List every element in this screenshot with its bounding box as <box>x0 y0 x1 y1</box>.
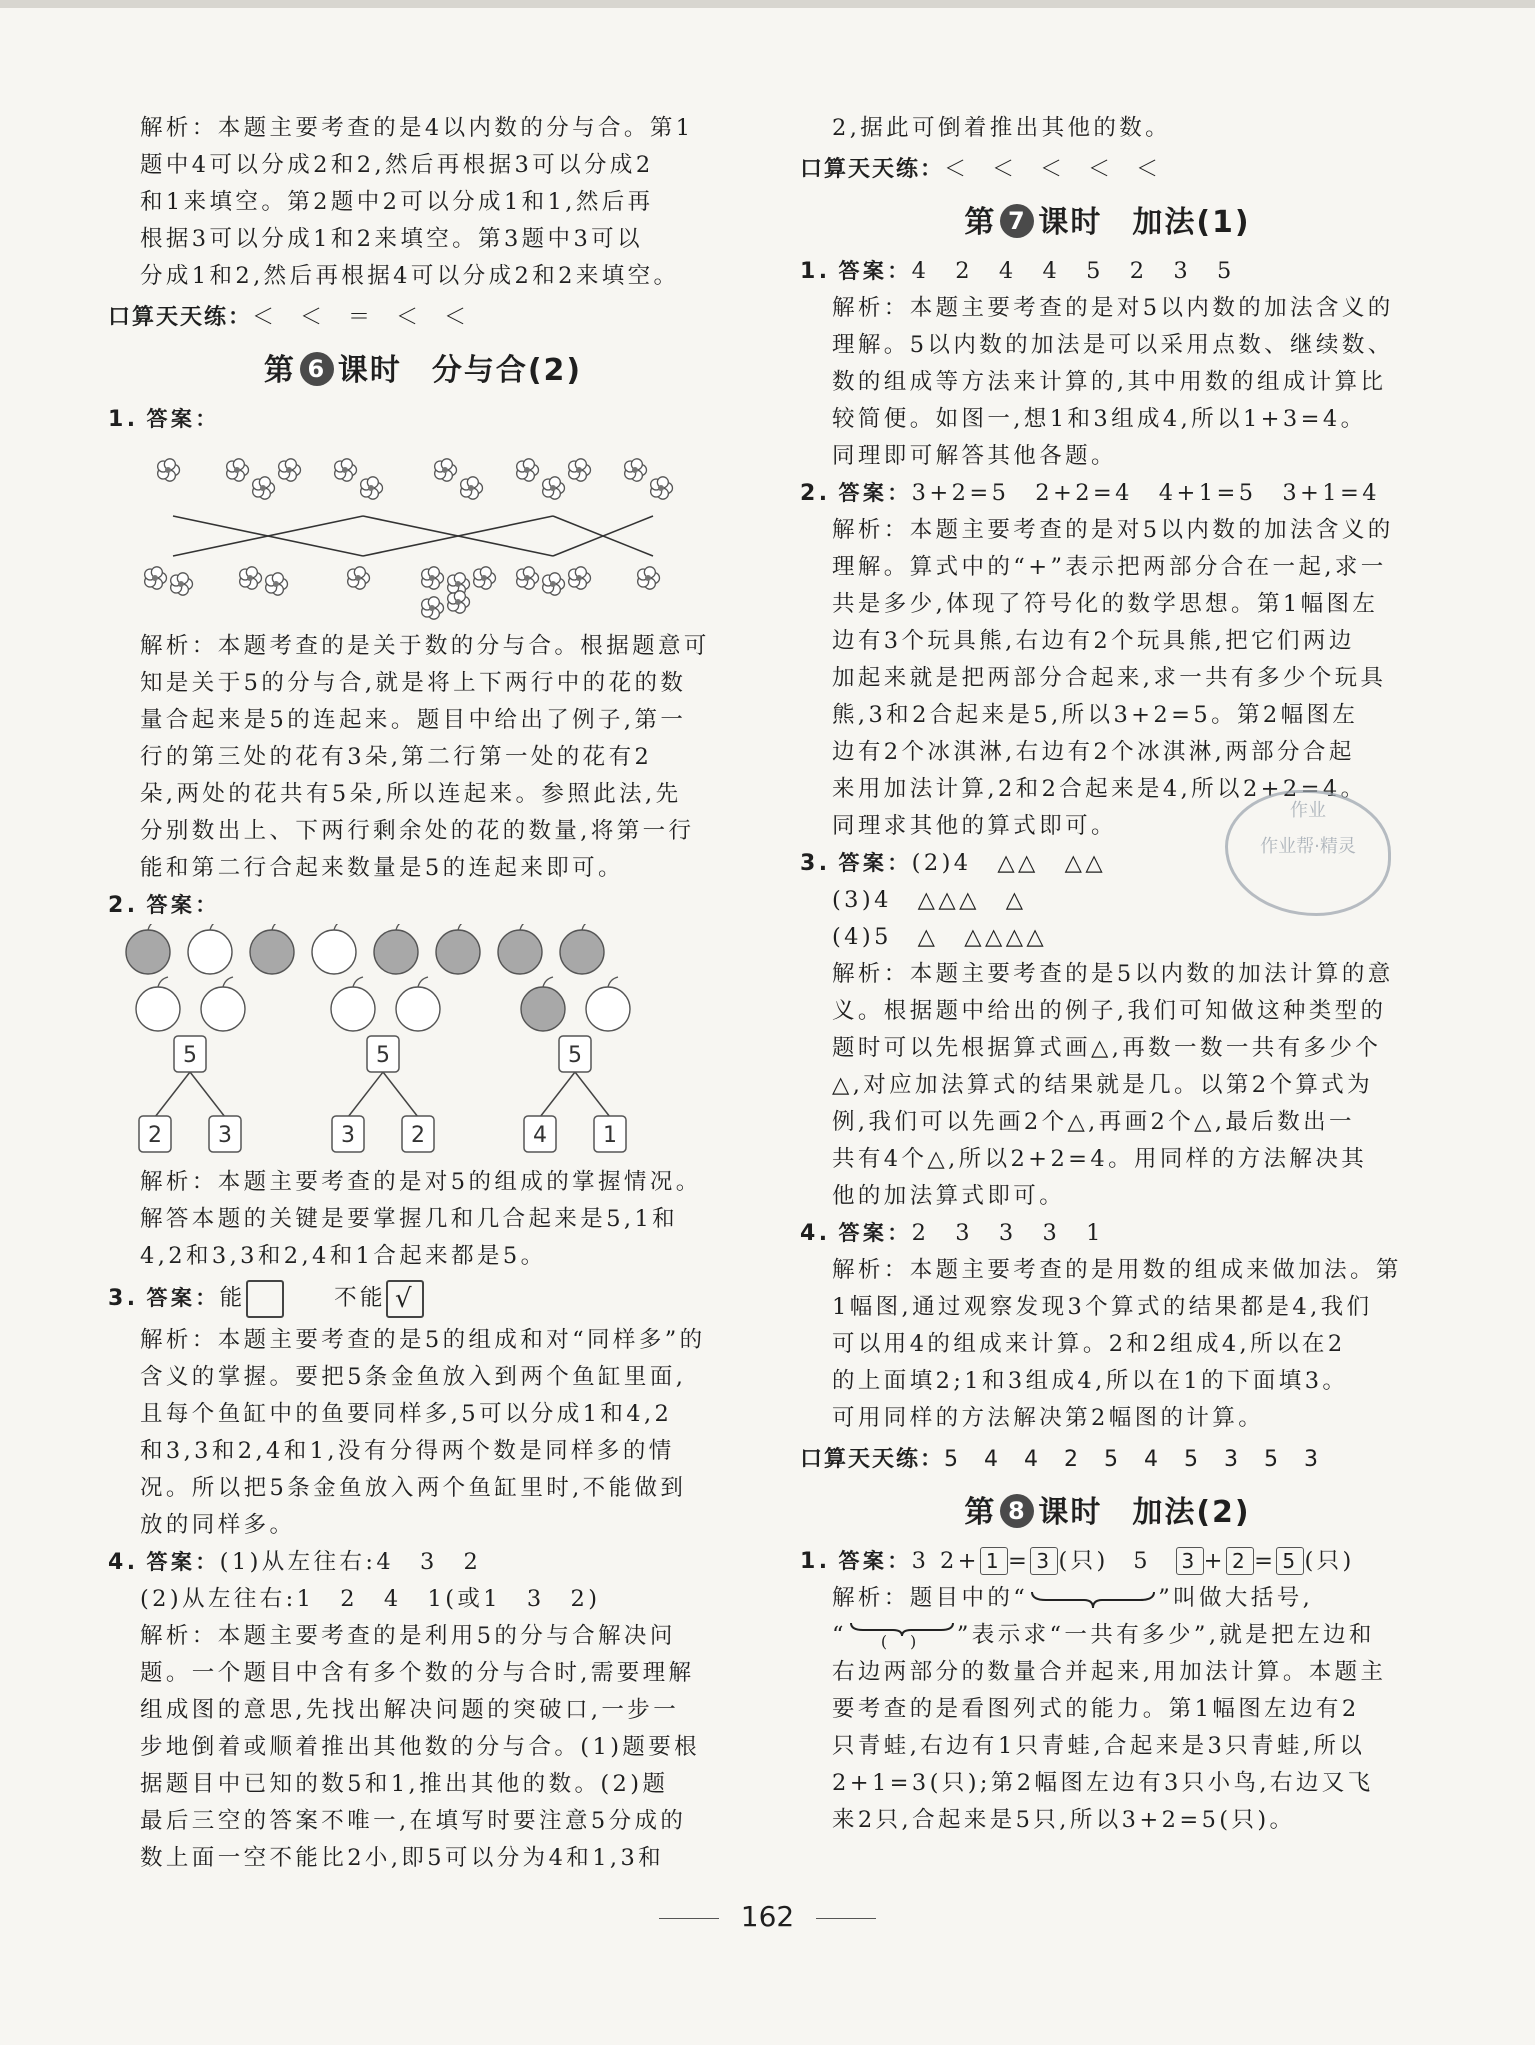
apple-icon <box>126 924 170 974</box>
text-line: 朵,两处的花共有5朵,所以连起来。参照此法,先 <box>140 781 682 807</box>
text-line: 同理求其他的算式即可。 <box>832 813 1117 839</box>
lesson-suffix: 课时 <box>1038 1495 1103 1530</box>
question-number: 2. <box>108 893 139 918</box>
text-line: 理解。5以内数的加法是可以采用点数、继续数、 <box>832 332 1394 358</box>
text-line: 解析：本题主要考查的是对5以内数的加法含义的 <box>832 295 1394 321</box>
text-line: 解析：本题考查的是关于数的分与合。根据题意可 <box>140 633 710 659</box>
answer-text: (2)4 △△ △△ <box>911 850 1107 876</box>
q4-answer-line <box>108 1544 738 1581</box>
text-line: 数上面一空不能比2小,即5可以分为4和1,3和 <box>140 1845 665 1871</box>
kousuan-label: 口算天天练： <box>800 1447 945 1472</box>
flower-icon <box>569 459 591 481</box>
r-q3-analysis <box>800 956 1415 1215</box>
flower-icon <box>651 477 673 499</box>
apple-icon <box>436 924 480 974</box>
flower-icon <box>569 567 591 589</box>
apple-icon <box>331 977 375 1031</box>
number-box-value: 2 <box>148 1123 162 1148</box>
kousuan-label: 口算天天练： <box>108 305 253 330</box>
flower-icon <box>279 459 301 481</box>
question-number: 1. <box>800 259 831 284</box>
text-line: 4,2和3,3和2,4和1合起来都是5。 <box>140 1243 547 1269</box>
question-number: 2. <box>800 481 831 506</box>
text-line: 最后三空的答案不唯一,在填写时要注意5分成的 <box>140 1808 687 1834</box>
text-line: 义。根据题中给出的例子,我们可知做这种类型的 <box>832 998 1387 1024</box>
answer-label: 答案： <box>146 1550 220 1574</box>
text-line <box>800 1580 1415 1617</box>
q1-analysis <box>108 628 738 887</box>
text-line: 量合起来是5的连起来。题目中给出了例子,第一 <box>140 707 687 733</box>
flower-icon <box>266 573 288 595</box>
empty-checkbox <box>246 1280 284 1318</box>
apple-icon <box>188 924 232 974</box>
number-box-value: 3 <box>218 1123 232 1148</box>
answer-text: (1)从左往右:4 3 2 <box>219 1549 482 1575</box>
option-cannot: 不能 <box>334 1285 386 1311</box>
tree-branch <box>155 1072 190 1117</box>
flower-icon <box>171 573 193 595</box>
q3-answer-line <box>108 1275 738 1322</box>
page-number-text: 162 <box>740 1900 795 1933</box>
flower-icon <box>422 597 444 619</box>
number-box-value: 3 <box>341 1123 355 1148</box>
text-line <box>800 1617 1415 1654</box>
r8-q1-answer-line <box>800 1543 1415 1580</box>
apple-tree-figure <box>108 924 738 1164</box>
text-line: 熊,3和2合起来是5,所以3+2=5。第2幅图左 <box>832 702 1359 728</box>
answer-text-line: (4)5 △ △△△△ <box>832 924 1048 950</box>
text-line: 边有3个玩具熊,右边有2个玩具熊,把它们两边 <box>832 628 1355 654</box>
q1-answer-line <box>108 401 738 438</box>
right-column <box>800 110 1415 1839</box>
apple-icon <box>312 924 356 974</box>
question-number: 4. <box>108 1550 139 1575</box>
tree-branch <box>383 1072 418 1117</box>
flower-icon <box>638 567 660 589</box>
flower-matching-figure <box>108 438 738 628</box>
answer-label: 答案： <box>146 407 220 431</box>
text-line: 题时可以先根据算式画△,再数一数一共有多少个 <box>832 1035 1382 1061</box>
text-line: 能和第二行合起来数量是5的连起来即可。 <box>140 855 624 881</box>
answer-text: = <box>1254 1548 1277 1574</box>
stamp-text: 作业帮·精灵 <box>1260 836 1356 857</box>
left-top-analysis <box>108 110 738 295</box>
blank-parens: ( ) <box>880 1632 920 1651</box>
text-line: △,对应加法算式的结果就是几。以第2个算式为 <box>832 1072 1374 1098</box>
text-line: 和3,3和2,4和1,没有分得两个数是同样多的情 <box>140 1438 675 1464</box>
flower-icon <box>474 567 496 589</box>
text-line: 分成1和2,然后再根据4可以分成2和2来填空。 <box>140 263 680 289</box>
number-box-value: 4 <box>533 1123 547 1148</box>
text-line: 解析：本题主要考查的是用数的组成来做加法。第 <box>832 1257 1402 1283</box>
flower-icon <box>448 591 470 613</box>
kousuan-answers: ＜ ＜ ＝ ＜ ＜ <box>252 305 469 330</box>
rule-right <box>816 1918 876 1919</box>
kousuan-answers: ＜ ＜ ＜ ＜ ＜ <box>944 157 1161 182</box>
text-line: 要考查的是看图列式的能力。第1幅图左边有2 <box>832 1696 1360 1722</box>
question-number: 1. <box>800 1549 831 1574</box>
text-line: 共是多少,体现了符号化的数学思想。第1幅图左 <box>832 591 1379 617</box>
lesson-number-badge: 6 <box>300 352 334 386</box>
answer-label: 答案： <box>838 851 912 875</box>
answer-label: 答案： <box>838 259 912 283</box>
tree-branch <box>190 1072 225 1117</box>
r-q4-analysis <box>800 1252 1415 1437</box>
kousuan-label: 口算天天练： <box>800 157 945 182</box>
question-number: 1. <box>108 407 139 432</box>
text-line: 解析：本题主要考查的是4以内数的分与合。第1 <box>140 115 694 141</box>
r-q1-analysis <box>800 290 1415 475</box>
answer-text: = <box>1008 1548 1031 1574</box>
text-fragment: ”表示求“一共有多少”,就是把左边和 <box>956 1622 1375 1648</box>
lesson-6-title <box>108 341 738 401</box>
lesson-number-badge: 7 <box>1000 204 1034 238</box>
answer-box: 5 <box>1276 1547 1304 1575</box>
number-box-value: 5 <box>376 1043 390 1068</box>
answer-box: 3 <box>1030 1547 1058 1575</box>
page-number <box>0 1900 1535 1933</box>
flower-icon <box>145 567 167 589</box>
text-line: 放的同样多。 <box>140 1512 296 1538</box>
answer-label: 答案： <box>838 481 912 505</box>
text-line: 据题目中已知的数5和1,推出其他的数。(2)题 <box>140 1771 669 1797</box>
answer-box: 1 <box>980 1547 1008 1575</box>
rule-left <box>659 1918 719 1919</box>
brace-icon <box>1028 1588 1158 1610</box>
text-line: 和1来填空。第2题中2可以分成1和1,然后再 <box>140 189 654 215</box>
lesson-name: 分与合(2) <box>431 353 583 388</box>
kousuan-daily-2 <box>800 1437 1415 1483</box>
lesson-prefix: 第 <box>964 1495 997 1530</box>
text-line: 知是关于5的分与合,就是将上下两行中的花的数 <box>140 670 687 696</box>
lesson-8-title <box>800 1483 1415 1543</box>
answer-text: 3 <box>911 1548 930 1574</box>
text-line: 根据3可以分成1和2来填空。第3题中3可以 <box>140 226 643 252</box>
lesson-7-title <box>800 193 1415 253</box>
answer-text-line: (2)从左往右:1 2 4 1(或1 3 2) <box>140 1586 601 1612</box>
page-top-edge <box>0 0 1535 8</box>
text-line: 来用加法计算,2和2合起来是4,所以2+2=4。 <box>832 776 1367 802</box>
flower-icon <box>348 567 370 589</box>
number-box-value: 2 <box>411 1123 425 1148</box>
answer-label: 答案： <box>146 1286 220 1310</box>
text-line: 题。一个题目中含有多个数的分与合时,需要理解 <box>140 1660 695 1686</box>
text-line: 可用同样的方法解决第2幅图的计算。 <box>832 1405 1265 1431</box>
flower-icon <box>227 459 249 481</box>
flower-icon <box>517 567 539 589</box>
text-line: 数的组成等方法来计算的,其中用数的组成计算比 <box>832 369 1387 395</box>
flower-icon <box>517 459 539 481</box>
text-line: 加起来就是把两部分合起来,求一共有多少个玩具 <box>832 665 1387 691</box>
answer-box: 3 <box>1176 1547 1204 1575</box>
option-can: 能 <box>219 1285 246 1311</box>
answer-label: 答案： <box>146 893 220 917</box>
answer-label: 答案： <box>838 1549 912 1573</box>
text-line: 解析：本题主要考查的是利用5的分与合解决问 <box>140 1623 676 1649</box>
tree-branch <box>348 1072 383 1117</box>
apple-icon <box>498 924 542 974</box>
answer-label: 答案： <box>838 1221 912 1245</box>
number-box-value: 5 <box>183 1043 197 1068</box>
answer-text: + <box>1203 1548 1226 1574</box>
text-line: 来2只,合起来是5只,所以3+2=5(只)。 <box>832 1807 1296 1833</box>
lesson-prefix: 第 <box>964 205 997 240</box>
number-box-value: 1 <box>603 1123 617 1148</box>
r-q4-answer-line <box>800 1215 1415 1252</box>
apple-icon <box>250 924 294 974</box>
text-line: 况。所以把5条金鱼放入两个鱼缸里时,不能做到 <box>140 1475 687 1501</box>
lesson-name: 加法(1) <box>1132 205 1251 240</box>
text-line: 只青蛙,右边有1只青蛙,合起来是3只青蛙,所以 <box>832 1733 1366 1759</box>
question-number: 4. <box>800 1221 831 1246</box>
text-line: 解答本题的关键是要掌握几和几合起来是5,1和 <box>140 1206 679 1232</box>
q2-answer-line <box>108 887 738 924</box>
flower-icon <box>422 567 444 589</box>
text-line: 步地倒着或顺着推出其他数的分与合。(1)题要根 <box>140 1734 701 1760</box>
flower-icon <box>158 459 180 481</box>
kousuan-daily <box>108 295 738 341</box>
question-number: 3. <box>108 1286 139 1311</box>
text-line: 解析：本题主要考查的是对5的组成的掌握情况。 <box>140 1169 702 1195</box>
text-line: 组成图的意思,先找出解决问题的突破口,一步一 <box>140 1697 680 1723</box>
text-line: 分别数出上、下两行剩余处的花的数量,将第一行 <box>140 818 695 844</box>
text-line: 他的加法算式即可。 <box>832 1183 1066 1209</box>
tree-branch <box>575 1072 610 1117</box>
text-line: 含义的掌握。要把5条金鱼放入到两个鱼缸里面, <box>140 1364 687 1390</box>
text-line: 2+1=3(只);第2幅图左边有3只小鸟,右边又飞 <box>832 1770 1374 1796</box>
r8-q1-analysis <box>800 1654 1415 1839</box>
flower-icon <box>253 477 275 499</box>
answer-text: 2 3 3 3 1 <box>911 1220 1104 1246</box>
lesson-name: 加法(2) <box>1132 1495 1251 1530</box>
answer-text: 2+ <box>939 1548 980 1574</box>
text-line: 右边两部分的数量合并起来,用加法计算。本题主 <box>832 1659 1387 1685</box>
apple-icon <box>136 977 180 1031</box>
flower-icon <box>361 477 383 499</box>
lesson-number-badge: 8 <box>1000 1494 1034 1528</box>
answer-text: (只) <box>1304 1548 1355 1574</box>
text-line: 解析：本题主要考查的是5的组成和对“同样多”的 <box>140 1327 706 1353</box>
flower-icon <box>461 477 483 499</box>
flower-icon <box>543 573 565 595</box>
apple-icon <box>201 977 245 1031</box>
question-number: 3. <box>800 851 831 876</box>
text-line: 2,据此可倒着推出其他的数。 <box>832 115 1172 141</box>
kousuan-daily-1 <box>800 147 1415 193</box>
apple-composition-diagram <box>108 924 708 1164</box>
stamp-text: 作业 <box>1290 800 1326 821</box>
text-line: 解析：本题主要考查的是对5以内数的加法含义的 <box>832 517 1394 543</box>
q4-analysis <box>108 1618 738 1877</box>
brace-with-blank <box>847 1621 957 1651</box>
apple-icon <box>521 977 565 1031</box>
answer-box: 2 <box>1226 1547 1254 1575</box>
flower-diagram <box>108 438 708 628</box>
flower-icon <box>240 567 262 589</box>
text-line: 共有4个△,所以2+2=4。用同样的方法解决其 <box>832 1146 1368 1172</box>
text-fragment: ”叫做大括号, <box>1158 1585 1314 1611</box>
lesson-suffix: 课时 <box>1038 205 1103 240</box>
tree-branch <box>540 1072 575 1117</box>
r-q2-answer-line <box>800 475 1415 512</box>
left-column <box>108 110 738 1877</box>
text-line: 1幅图,通过观察发现3个算式的结果都是4,我们 <box>832 1294 1373 1320</box>
text-line: 理解。算式中的“+”表示把两部分合在一起,求一 <box>832 554 1387 580</box>
text-line: 行的第三处的花有3朵,第二行第一处的花有2 <box>140 744 653 770</box>
text-line: 例,我们可以先画2个△,再画2个△,最后数出一 <box>832 1109 1355 1135</box>
answer-text: 4 2 4 4 5 2 3 5 <box>911 258 1235 284</box>
text-line: 解析：本题主要考查的是5以内数的加法计算的意 <box>832 961 1394 987</box>
lesson-suffix: 课时 <box>337 353 402 388</box>
number-box-value: 5 <box>568 1043 582 1068</box>
checked-box: √ <box>386 1280 424 1318</box>
text-line: 题中4可以分成2和2,然后再根据3可以分成2 <box>140 152 654 178</box>
apple-icon <box>374 924 418 974</box>
text-line: 边有2个冰淇淋,右边有2个冰淇淋,两部分合起 <box>832 739 1355 765</box>
text-fragment: 解析：题目中的“ <box>832 1585 1029 1611</box>
answer-text: 5 <box>1133 1548 1151 1574</box>
q3-analysis <box>108 1322 738 1544</box>
r-q1-answer-line <box>800 253 1415 290</box>
flower-icon <box>435 459 457 481</box>
flower-icon <box>335 459 357 481</box>
text-line: 的上面填2;1和3组成4,所以在1的下面填3。 <box>832 1368 1349 1394</box>
text-line: 可以用4的组成来计算。2和2组成4,所以在2 <box>832 1331 1346 1357</box>
kousuan-answers: 5 4 4 2 5 4 5 3 5 3 <box>944 1447 1320 1472</box>
apple-icon <box>396 977 440 1031</box>
flower-icon <box>543 477 565 499</box>
answer-text-line: (3)4 △△△ △ <box>832 887 1027 913</box>
answer-text: (只) <box>1058 1548 1109 1574</box>
text-line: 较简便。如图一,想1和3组成4,所以1+3=4。 <box>832 406 1367 432</box>
flower-icon <box>625 459 647 481</box>
text-line: 且每个鱼缸中的鱼要同样多,5可以分成1和4,2 <box>140 1401 673 1427</box>
lesson-prefix: 第 <box>263 353 296 388</box>
q2-analysis <box>108 1164 738 1275</box>
text-line: 同理即可解答其他各题。 <box>832 443 1117 469</box>
text-fragment: “ <box>832 1622 847 1648</box>
apple-icon <box>560 924 604 974</box>
answer-text: 3+2=5 2+2=4 4+1=5 3+1=4 <box>911 480 1380 506</box>
apple-icon <box>586 977 630 1031</box>
